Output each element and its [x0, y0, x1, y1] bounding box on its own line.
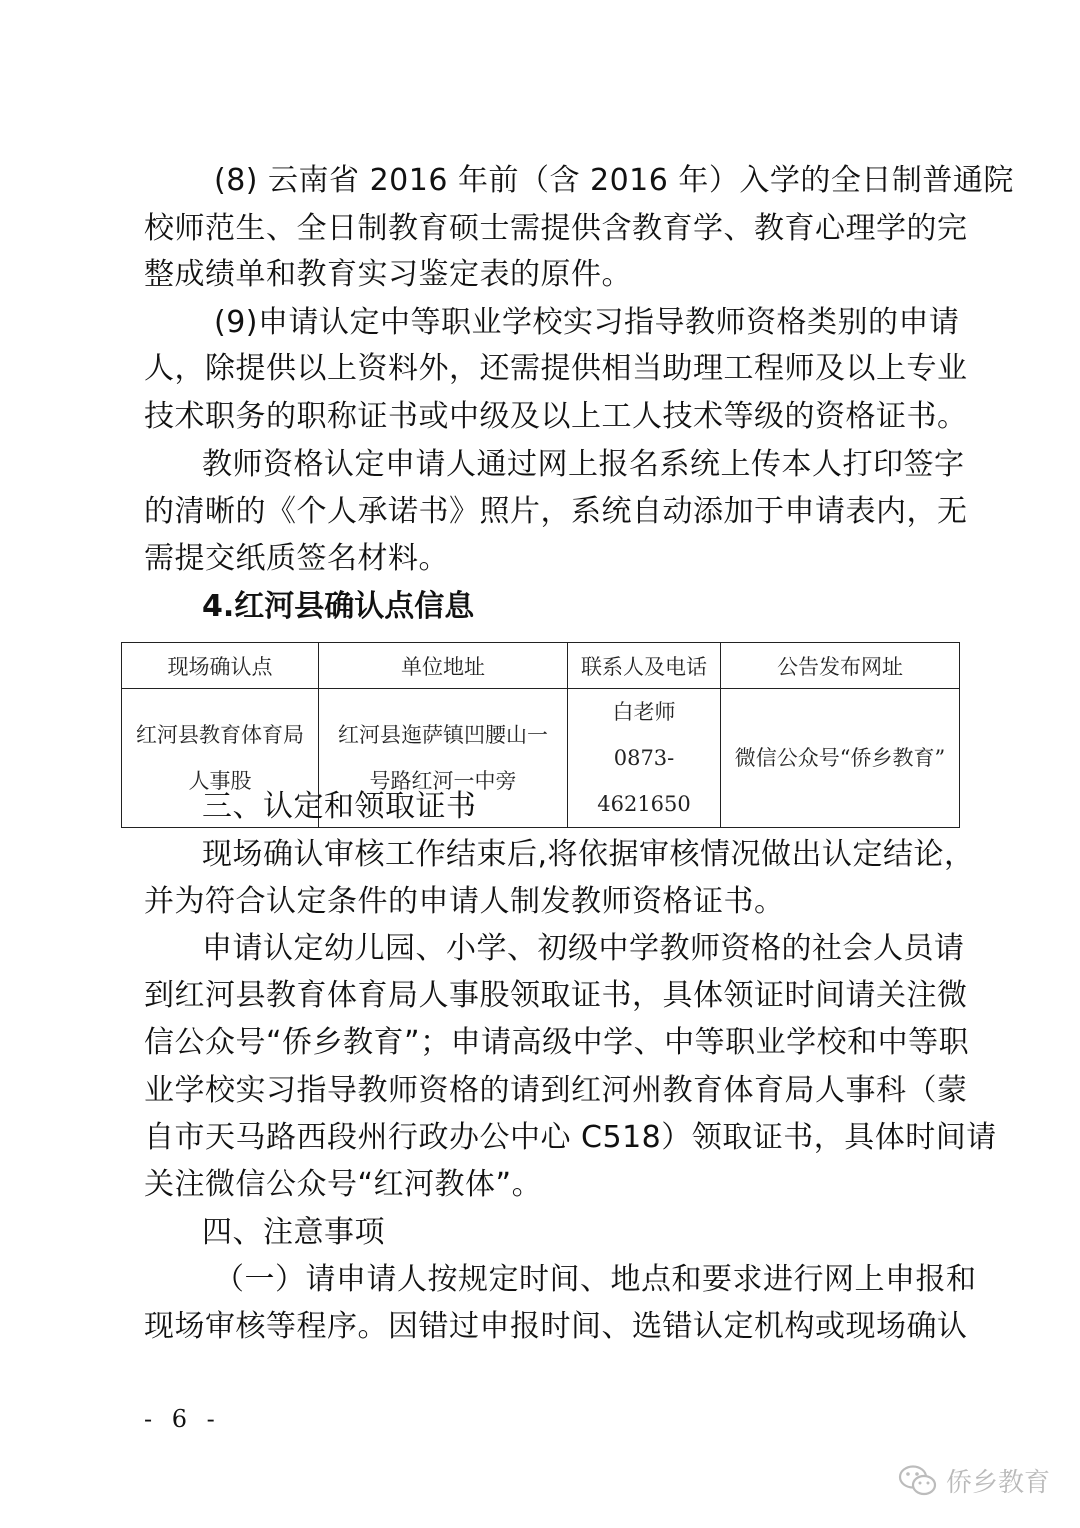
- cell-line: 人事股: [188, 769, 252, 793]
- section-title: 三、认定和领取证书: [202, 789, 477, 824]
- text-line: (8) 云南省 2016 年前（含 2016 年）入学的全日制普通院: [214, 163, 1014, 198]
- text-line: 现场确认审核工作结束后,将依据审核情况做出认定结论，: [202, 837, 975, 872]
- text-line: 人，除提供以上资料外，还需提供相当助理工程师及以上专业: [144, 351, 968, 386]
- text-line: 并为符合认定条件的申请人制发教师资格证书。: [144, 884, 785, 919]
- text-line: 信公众号“侨乡教育”；申请高级中学、中等职业学校和中等职: [144, 1025, 970, 1060]
- text-line: 整成绩单和教育实习鉴定表的原件。: [144, 257, 632, 292]
- table-header-row: [122, 643, 960, 689]
- text-line: 自市天马路西段州行政办公中心 C518）领取证书，具体时间请: [144, 1120, 997, 1155]
- cell-line: 红河县迤萨镇凹腰山一: [338, 723, 548, 747]
- page-number: - 6 -: [144, 1405, 221, 1433]
- wechat-icon: [898, 1464, 938, 1498]
- table-header: 联系人及电话: [568, 643, 721, 689]
- text-line: 现场审核等程序。因错过申报时间、选错认定机构或现场确认: [144, 1309, 968, 1344]
- table-header: 单位地址: [319, 643, 568, 689]
- section-title: 四、注意事项: [202, 1215, 385, 1250]
- cell-line: 白老师: [612, 700, 676, 724]
- text-line: 到红河县教育体育局人事股领取证书，具体领证时间请关注微: [144, 978, 968, 1013]
- text-line: 需提交纸质签名材料。: [144, 541, 449, 576]
- text-line: 校师范生、全日制教育硕士需提供含教育学、教育心理学的完: [144, 211, 968, 246]
- text-line: 关注微信公众号“红河教体”。: [144, 1167, 543, 1202]
- watermark: [898, 1462, 1050, 1499]
- cell-line: 号路红河一中旁: [369, 769, 517, 793]
- section-heading: 4.红河县确认点信息: [202, 589, 475, 624]
- text-line: 的清晰的《个人承诺书》照片，系统自动添加于申请表内，无: [144, 494, 968, 529]
- text-line: 业学校实习指导教师资格的请到红河州教育体育局人事科（蒙: [144, 1073, 968, 1108]
- text-line: 教师资格认定申请人通过网上报名系统上传本人打印签字: [202, 447, 965, 482]
- cell-line: 0873-4621650: [597, 746, 691, 816]
- cell-notice: 微信公众号“侨乡教育”: [721, 689, 960, 828]
- table-header: 公告发布网址: [721, 643, 960, 689]
- text-line: 申请认定幼儿园、小学、初级中学教师资格的社会人员请: [202, 931, 965, 966]
- text-line: 技术职务的职称证书或中级及以上工人技术等级的资格证书。: [144, 399, 968, 434]
- table-header: 现场确认点: [122, 643, 319, 689]
- text-line: (9)申请认定中等职业学校实习指导教师资格类别的申请: [214, 305, 960, 340]
- cell-line: 红河县教育体育局: [136, 723, 304, 747]
- text-line: （一）请申请人按规定时间、地点和要求进行网上申报和: [214, 1262, 977, 1297]
- watermark-text: 侨乡教育: [945, 1468, 1050, 1498]
